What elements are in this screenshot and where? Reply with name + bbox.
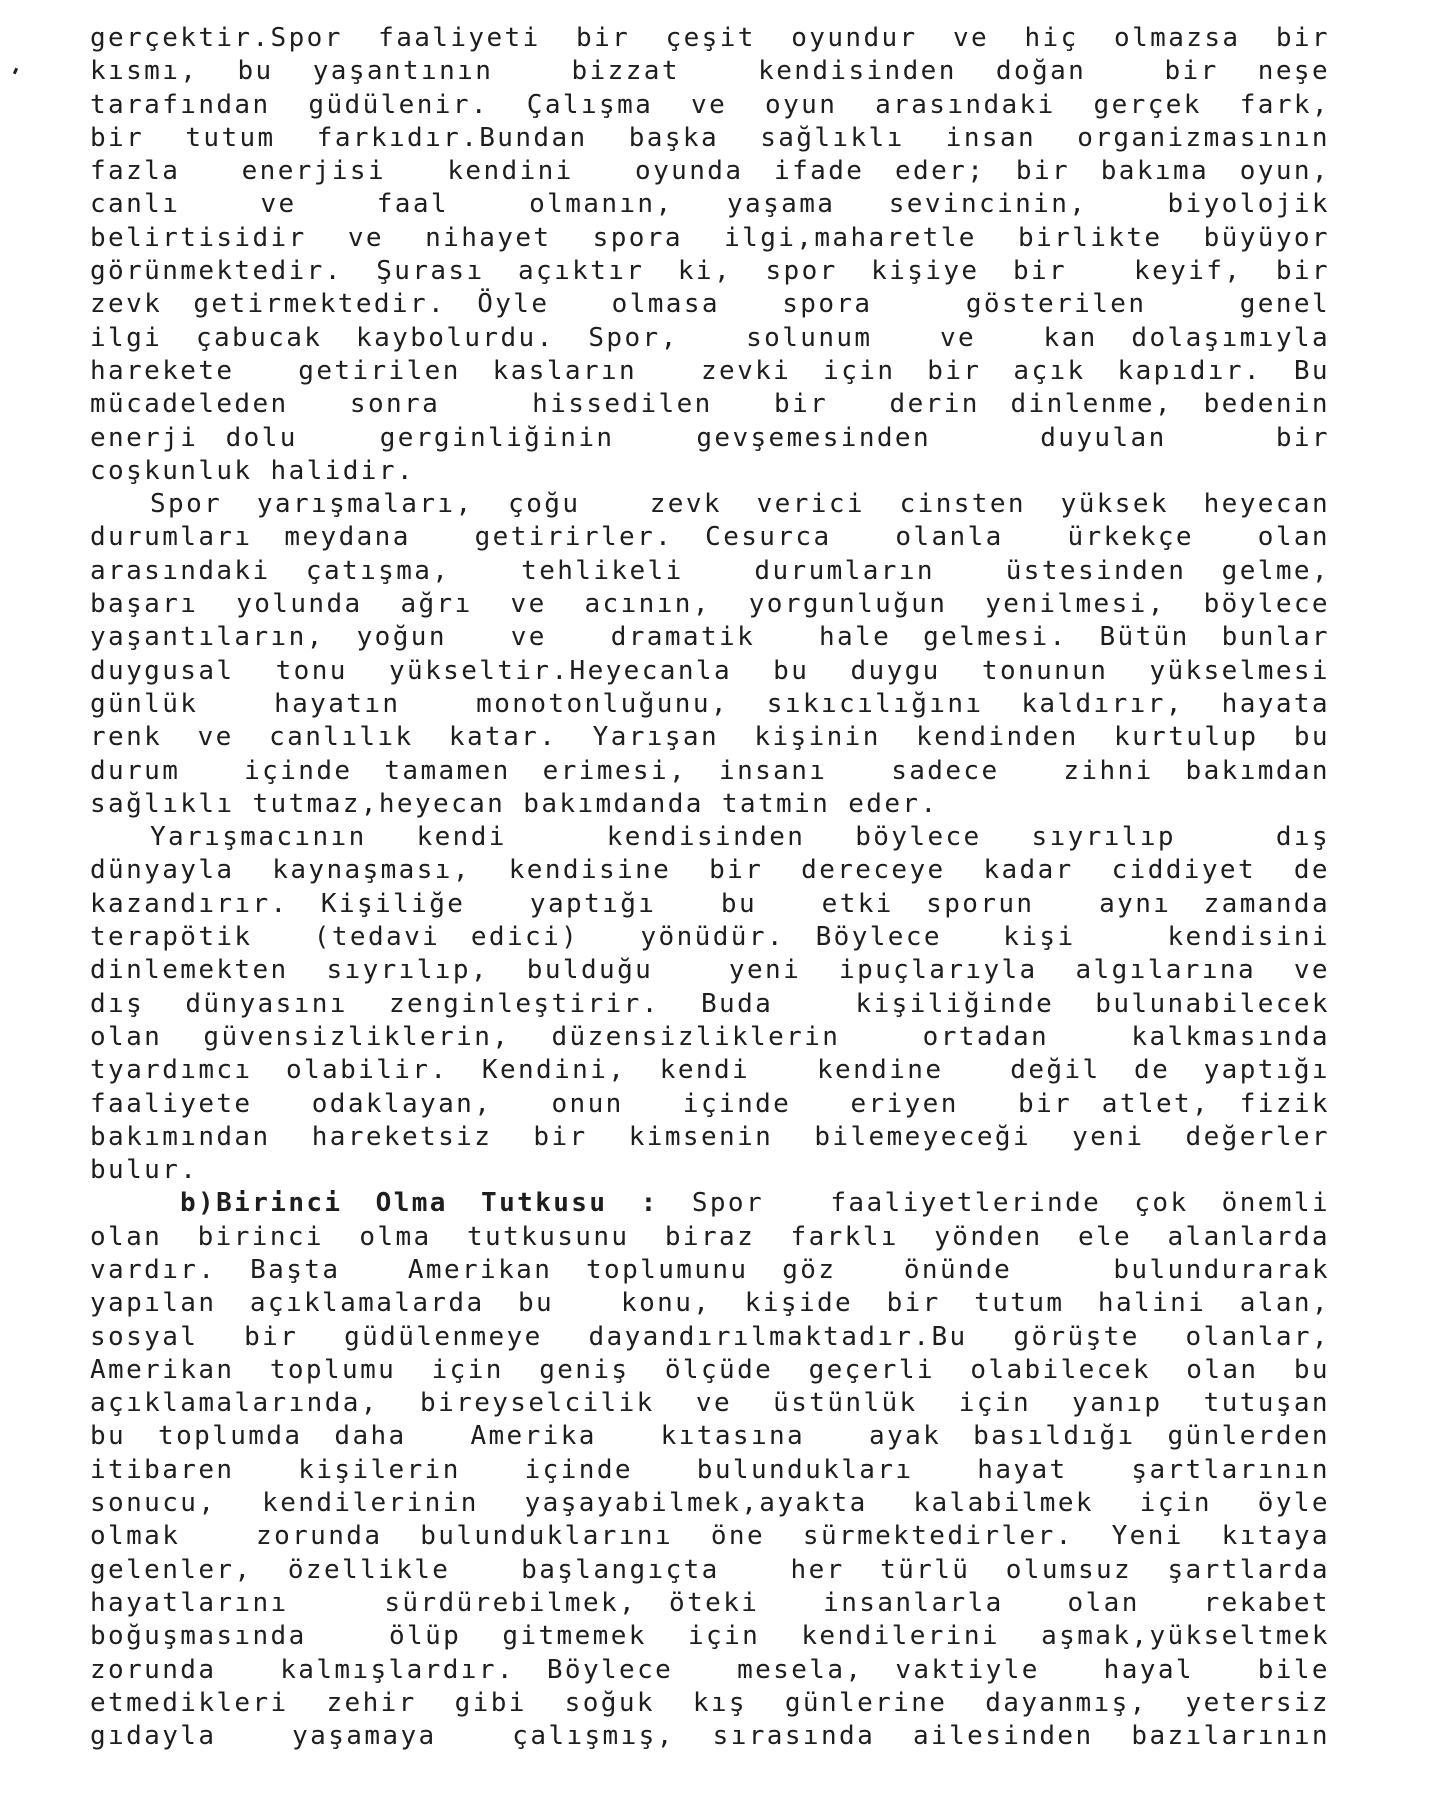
text-line: yaşantıların, yoğun ve dramatik hale gelmesi. Bütün bunlar [90,622,1330,653]
text-line: bir tutum farkıdır.Bundan başka sağlıklı insan organizmasının [90,122,1330,153]
text-line: itibaren kişilerin içinde bulundukları hayat şartlarının [90,1454,1330,1485]
text-line: dış dünyasını zenginleştirir. Buda kişiliğinde bulunabilecek [90,988,1330,1019]
text-line: duygusal tonu yükseltir.Heyecanla bu duygu tonunun yükselmesi [90,655,1330,686]
paragraph-3 [90,821,1330,1187]
paragraph-2 [90,488,1330,821]
text-line: fazla enerjisi kendini oyunda ifade eder; bir bakıma oyun, [90,156,1330,187]
text-line: zorunda kalmışlardır. Böylece mesela, vaktiyle hayal bile [90,1654,1330,1685]
text-line: Amerikan toplumu için geniş ölçüde geçerli olabilecek olan bu [90,1354,1330,1385]
text-line: coşkunluk halidir. [90,455,415,486]
text-line: arasındaki çatışma, tehlikeli durumların üstesinden gelme, [90,555,1330,586]
text-line: harekete getirilen kasların zevki için bir açık kapıdır. Bu [90,355,1330,386]
text-line: sağlıklı tutmaz,heyecan bakımdanda tatmin eder. [90,788,939,819]
text-line: gıdayla yaşamaya çalışmış, sırasında ailesinden bazılarının [90,1721,1330,1752]
margin-mark [13,68,18,75]
text-line: dünyayla kaynaşması, kendisine bir dereceye kadar ciddiyet de [90,855,1330,886]
text-line: etmedikleri zehir gibi soğuk kış günlerine dayanmış, yetersiz [90,1687,1330,1718]
text-line: terapötik (tedavi edici) yönüdür. Böylece kişi kendisini [90,922,1330,953]
text-line: boğuşmasında ölüp gitmemek için kendilerini aşmak,yükseltmek [90,1621,1330,1652]
paragraph-1 [90,22,1330,488]
text-line: durum içinde tamamen erimesi, insanı sadece zihni bakımdan [90,755,1330,786]
text-line: görünmektedir. Şurası açıktır ki, spor kişiye bir keyif, bir [90,256,1330,287]
text-line: tarafından güdülenir. Çalışma ve oyun arasındaki gerçek fark, [90,89,1330,120]
text-line: bulur. [90,1155,199,1186]
text-line: canlı ve faal olmanın, yaşama sevincinin, biyolojik [90,189,1330,220]
text-line: olan birinci olma tutkusunu biraz farklı yönden ele alanlarda [90,1221,1330,1252]
text-line: mücadeleden sonra hissedilen bir derin dinlenme, bedenin [90,389,1330,420]
document-page [90,22,1330,1753]
text-line: tyardımcı olabilir. Kendini, kendi kendine değil de yaptığı [90,1055,1330,1086]
text-line: durumları meydana getirirler. Cesurca olanla ürkekçe olan [90,522,1330,553]
text-line: faaliyete odaklayan, onun içinde eriyen bir atlet, fizik [90,1088,1330,1119]
text-line: bakımından hareketsiz bir kimsenin bilemeyeceği yeni değerler [90,1121,1330,1152]
text-line: olmak zorunda bulunduklarını öne sürmektedirler. Yeni kıtaya [90,1521,1330,1552]
text-line: kazandırır. Kişiliğe yaptığı bu etki sporun aynı zamanda [90,888,1330,919]
text-span: Spor faaliyetlerinde çok önemli [658,1188,1330,1219]
text-line: açıklamalarında, bireyselcilik ve üstünlük için yanıp tutuşan [90,1388,1330,1419]
text-line: sonucu, kendilerinin yaşayabilmek,ayakta kalabilmek için öyle [90,1488,1330,1519]
text-line: enerji dolu gerginliğinin gevşemesinden duyulan bir [90,422,1330,453]
text-line: olan güvensizliklerin, düzensizliklerin ortadan kalkmasında [90,1021,1330,1052]
paragraph-4 [90,1187,1330,1753]
text-line: Yarışmacının kendi kendisinden böylece sıyrılıp dış [150,822,1330,853]
text-line: dinlemekten sıyrılıp, bulduğu yeni ipuçlarıyla algılarına ve [90,955,1330,986]
text-line: ilgi çabucak kaybolurdu. Spor, solunum ve kan dolaşımıyla [90,322,1330,353]
text-line: belirtisidir ve nihayet spora ilgi,maharetle birlikte büyüyor [90,222,1330,253]
text-line: gerçektir.Spor faaliyeti bir çeşit oyundur ve hiç olmazsa bir [90,23,1330,53]
text-line: yapılan açıklamalarda bu konu, kişide bir tutum halini alan, [90,1288,1330,1319]
text-line: zevk getirmektedir. Öyle olmasa spora gösterilen genel [90,289,1330,320]
text-line: sosyal bir güdülenmeye dayandırılmaktadır.Bu görüşte olanlar, [90,1321,1330,1352]
text-line: gelenler, özellikle başlangıçta her türlü olumsuz şartlarda [90,1554,1330,1585]
text-line: kısmı, bu yaşantının bizzat kendisinden doğan bir neşe [90,56,1330,87]
text-line: renk ve canlılık katar. Yarışan kişinin kendinden kurtulup bu [90,722,1330,753]
text-line: hayatlarını sürdürebilmek, öteki insanlarla olan rekabet [90,1587,1330,1618]
text-line: vardır. Başta Amerikan toplumunu göz önünde bulundurarak [90,1254,1330,1285]
section-heading-line [90,1187,1330,1220]
section-heading: b)Birinci Olma Tutkusu : [180,1188,659,1219]
text-line: bu toplumda daha Amerika kıtasına ayak basıldığı günlerden [90,1421,1330,1452]
text-line: günlük hayatın monotonluğunu, sıkıcılığını kaldırır, hayata [90,688,1330,719]
text-line: Spor yarışmaları, çoğu zevk verici cinsten yüksek heyecan [150,489,1330,520]
text-line: başarı yolunda ağrı ve acının, yorgunluğun yenilmesi, böylece [90,589,1330,620]
